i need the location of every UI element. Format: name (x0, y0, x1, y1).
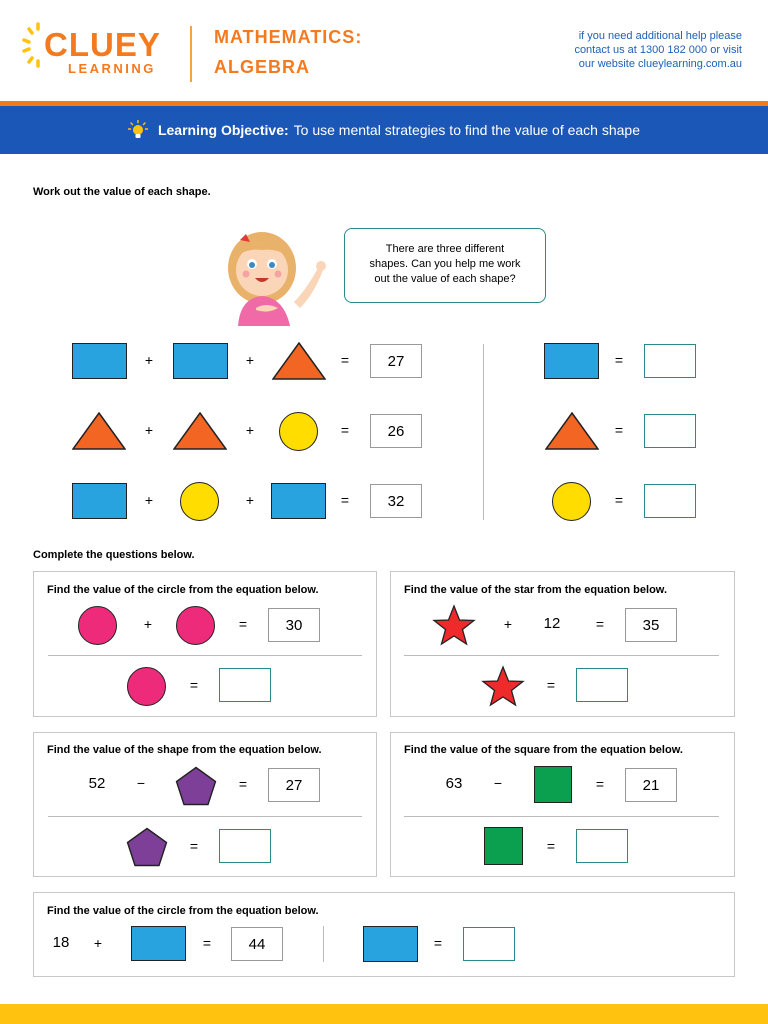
answer-input-circle[interactable] (219, 668, 271, 702)
pink-circle-shape (78, 606, 117, 645)
purple-pentagon-shape (175, 766, 217, 806)
equals-sign: = (546, 838, 556, 854)
equals-sign: = (595, 776, 605, 792)
question-title: Find the value of the square from the equation below. (404, 744, 683, 756)
blue-rectangle-shape (173, 343, 228, 379)
red-star-shape (432, 604, 476, 646)
result-box: 32 (370, 484, 422, 518)
result-box: 21 (625, 768, 677, 802)
footer-strip (0, 1004, 768, 1024)
card-divider (404, 816, 719, 817)
answer-input-circle[interactable] (644, 484, 696, 518)
learning-objective-banner (0, 106, 768, 154)
result-box: 26 (370, 414, 422, 448)
plus-sign: + (245, 492, 255, 508)
pink-circle-shape (127, 667, 166, 706)
equals-sign: = (614, 492, 624, 508)
blue-rectangle-shape (72, 343, 127, 379)
orange-triangle-shape (545, 412, 599, 450)
equals-sign: = (614, 352, 624, 368)
card-divider (404, 655, 719, 656)
question-title: Find the value of the shape from the equation below. (47, 744, 322, 756)
pink-circle-shape (176, 606, 215, 645)
speech-bubble (344, 228, 546, 303)
orange-triangle-shape (272, 342, 326, 380)
result-box: 35 (625, 608, 677, 642)
equals-sign: = (189, 838, 199, 854)
speech-text: out the value of each shape? (374, 273, 516, 285)
plus-sign: + (144, 422, 154, 438)
blue-rectangle-shape (271, 483, 326, 519)
orange-triangle-shape (173, 412, 227, 450)
result-box: 27 (268, 768, 320, 802)
plus-sign: + (144, 352, 154, 368)
addend-value: 18 (52, 934, 70, 951)
subject-topic: ALGEBRA (214, 57, 310, 77)
card-divider (48, 655, 362, 656)
plus-sign: + (245, 422, 255, 438)
minuend-value: 52 (88, 775, 106, 792)
equals-sign: = (614, 422, 624, 438)
minuend-value: 63 (445, 775, 463, 792)
equals-sign: = (546, 677, 556, 693)
answer-input-star[interactable] (576, 668, 628, 702)
result-box: 30 (268, 608, 320, 642)
green-square-shape (534, 766, 572, 803)
lightbulb-icon (128, 120, 148, 140)
answer-input-rectangle[interactable] (644, 344, 696, 378)
blue-rectangle-shape (544, 343, 599, 379)
answer-input-pentagon[interactable] (219, 829, 271, 863)
header-divider (190, 26, 192, 82)
section2-instruction: Complete the questions below. (33, 549, 195, 561)
equals-sign: = (340, 352, 350, 368)
equals-sign: = (189, 677, 199, 693)
answer-input-square[interactable] (576, 829, 628, 863)
help-contact-text (552, 29, 742, 71)
result-box: 27 (370, 344, 422, 378)
blue-rectangle-shape (72, 483, 127, 519)
blue-rectangle-shape (363, 926, 418, 962)
equals-sign: = (202, 935, 212, 951)
objective-label: Learning Objective: (157, 122, 289, 138)
equals-sign: = (238, 616, 248, 632)
question-title: Find the value of the circle from the equation below. (47, 584, 319, 596)
purple-pentagon-shape (126, 827, 168, 867)
brand-logo-text: CLUEY (44, 26, 161, 63)
plus-sign: + (93, 935, 103, 951)
addend-value: 12 (543, 615, 561, 632)
answer-input-triangle[interactable] (644, 414, 696, 448)
green-square-shape (484, 827, 523, 865)
girl-character-illustration (222, 218, 338, 326)
orange-triangle-shape (72, 412, 126, 450)
minus-sign: − (136, 775, 146, 791)
equals-sign: = (433, 935, 443, 951)
answer-input-rectangle[interactable] (463, 927, 515, 961)
blue-rectangle-shape (131, 926, 186, 961)
brand-logo-subtext: LEARNING (68, 61, 156, 76)
subject-title: MATHEMATICS: (214, 27, 363, 47)
plus-sign: + (144, 492, 154, 508)
help-line: if you need additional help please (578, 30, 742, 42)
yellow-circle-shape (279, 412, 318, 451)
question-title: Find the value of the star from the equation below. (404, 584, 668, 596)
card-divider (323, 926, 324, 962)
equals-sign: = (595, 616, 605, 632)
minus-sign: − (493, 775, 503, 791)
speech-text: There are three different (385, 243, 505, 255)
objective-text: To use mental strategies to find the value of each shape (293, 122, 641, 138)
equals-sign: = (238, 776, 248, 792)
equals-sign: = (340, 422, 350, 438)
question-title: Find the value of the circle from the equation below. (47, 905, 319, 917)
plus-sign: + (245, 352, 255, 368)
plus-sign: + (143, 616, 153, 632)
plus-sign: + (503, 616, 513, 632)
section-divider (483, 344, 484, 520)
equals-sign: = (340, 492, 350, 508)
section1-instruction: Work out the value of each shape. (33, 186, 211, 198)
yellow-circle-shape (552, 482, 591, 521)
result-box: 44 (231, 927, 283, 961)
yellow-circle-shape (180, 482, 219, 521)
card-divider (48, 816, 362, 817)
help-line: contact us at 1300 182 000 or visit (574, 44, 742, 56)
help-line: our website clueylearning.com.au (578, 58, 742, 70)
speech-text: shapes. Can you help me work (369, 258, 521, 270)
red-star-shape (481, 665, 525, 707)
page-header (0, 0, 768, 100)
